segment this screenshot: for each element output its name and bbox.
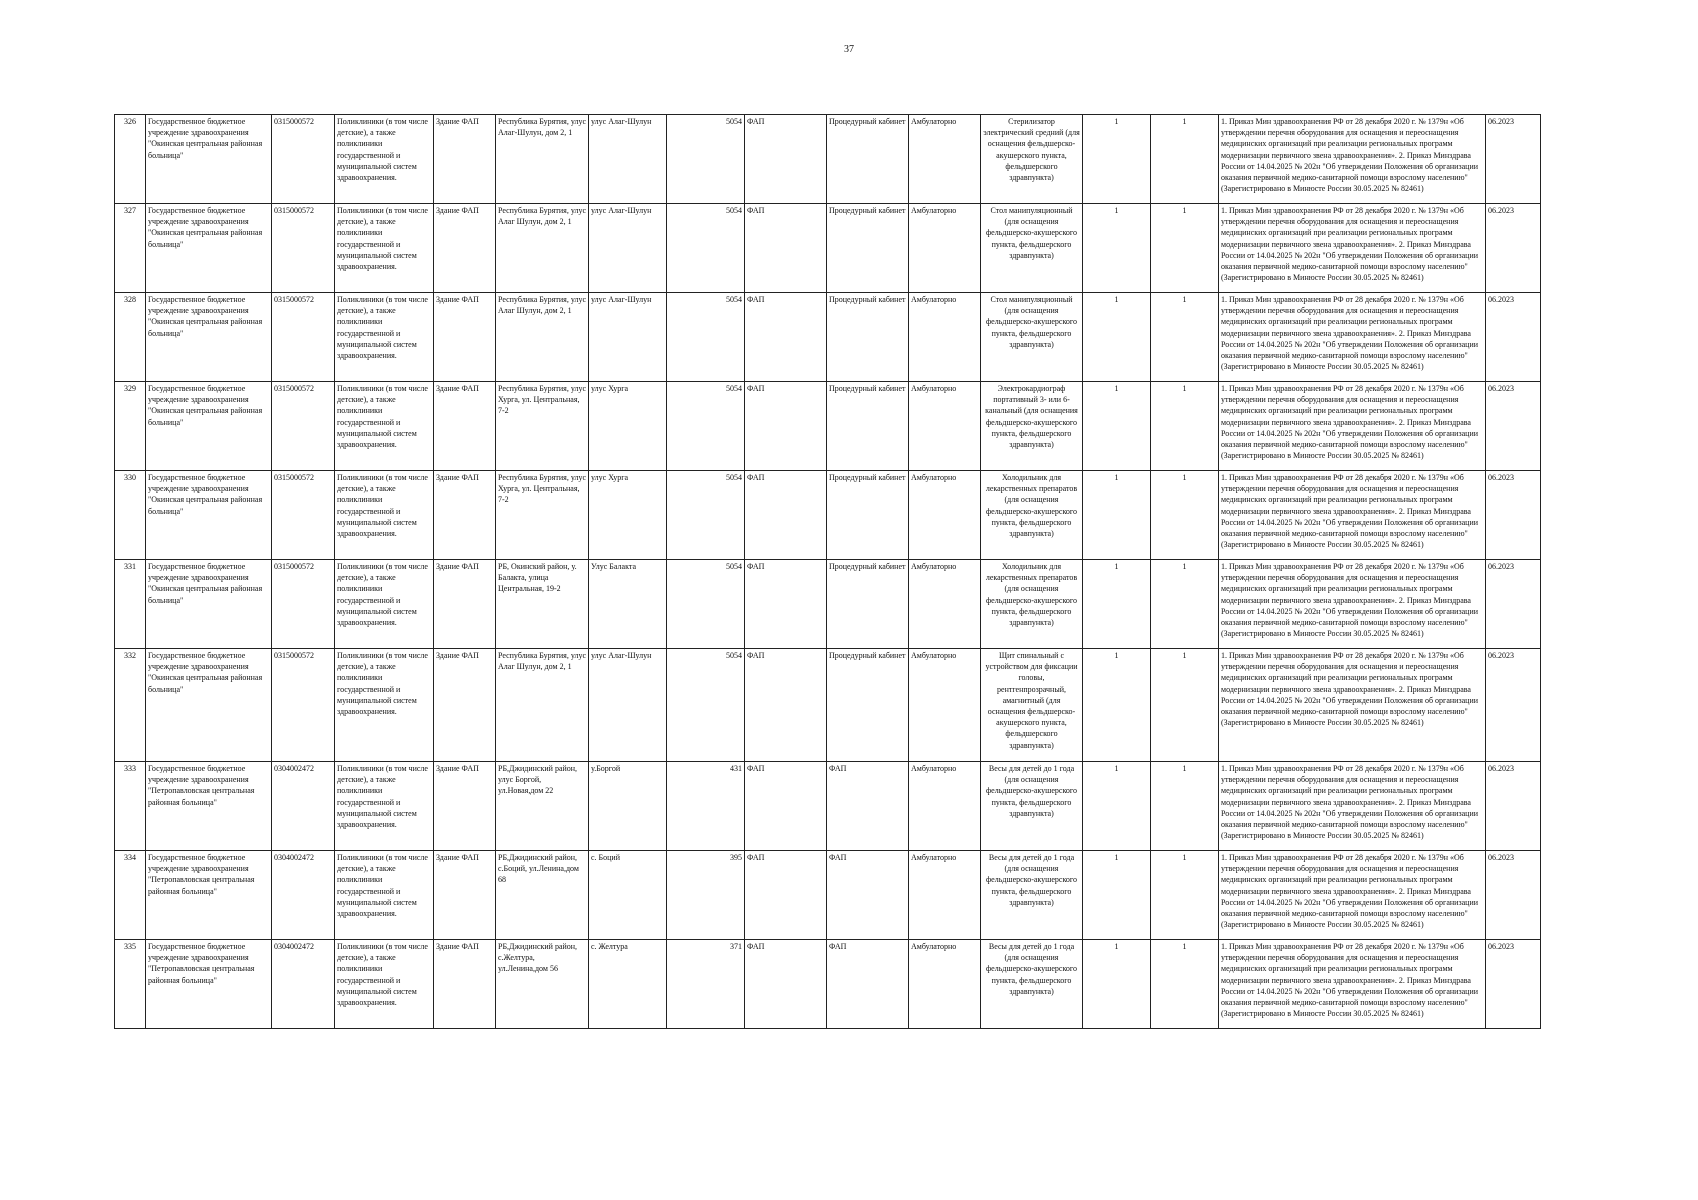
organization-code: 0304002472 [272,851,335,940]
legal-basis: 1. Приказ Мин здравоохранения РФ от 28 декабря 2020 г. № 1379н «Об утверждении перечня оборудования для оснащения и переоснащения медицинских организаций при реализации региональных программ модернизации первичного звена здравоохранения». 2. Приказ Минздрава России от 14.04.2025 № 202н "Об утверждении Положения об организации оказания первичной медико-санитарной помощи взрослому населению" (Зарегистрировано в Минюсте России 30.05.2025 № 82461) [1219,940,1486,1029]
organization-code: 0304002472 [272,940,335,1029]
quantity-required: 1 [1083,940,1151,1029]
organization-name: Государственное бюджетное учреждение здравоохранения "Петропавловская центральная районная больница" [146,940,272,1029]
care-condition: Амбулаторно [909,382,981,471]
page-number: 37 [844,44,854,55]
equipment-name: Стол манипуляционный (для оснащения фельдшерско-акушерского пункта, фельдшерского здравпункта) [981,204,1083,293]
care-condition: Амбулаторно [909,940,981,1029]
facility-type: Поликлиники (в том числе детские), а также поликлиники государственной и муниципальной систем здравоохранения. [335,382,434,471]
room-name: ФАП [827,762,909,851]
row-number: 333 [115,762,146,851]
deadline-date: 06.2023 [1486,560,1541,649]
facility-type: Поликлиники (в том числе детские), а также поликлиники государственной и муниципальной систем здравоохранения. [335,649,434,762]
legal-basis: 1. Приказ Мин здравоохранения РФ от 28 декабря 2020 г. № 1379н «Об утверждении перечня оборудования для оснащения и переоснащения медицинских организаций при реализации региональных программ модернизации первичного звена здравоохранения». 2. Приказ Минздрава России от 14.04.2025 № 202н "Об утверждении Положения об организации оказания первичной медико-санитарной помощи взрослому населению" (Зарегистрировано в Минюсте России 30.05.2025 № 82461) [1219,649,1486,762]
room-name: Процедурный кабинет [827,204,909,293]
address: РБ, Окинский район, у. Балакта, улица Центральная, 19-2 [496,560,589,649]
building-name: Здание ФАП [434,115,496,204]
locality: улус Хурга [589,471,667,560]
facility-type: Поликлиники (в том числе детские), а также поликлиники государственной и муниципальной систем здравоохранения. [335,293,434,382]
room-name: Процедурный кабинет [827,649,909,762]
room-name: Процедурный кабинет [827,382,909,471]
deadline-date: 06.2023 [1486,115,1541,204]
deadline-date: 06.2023 [1486,940,1541,1029]
address: Республика Бурятия, улус Хурга, ул. Центральная, 7-2 [496,471,589,560]
population-served: 5054 [667,471,745,560]
subdivision: ФАП [745,851,827,940]
building-name: Здание ФАП [434,762,496,851]
equipment-name: Весы для детей до 1 года (для оснащения фельдшерско-акушерского пункта, фельдшерского здравпункта) [981,762,1083,851]
facility-type: Поликлиники (в том числе детские), а также поликлиники государственной и муниципальной систем здравоохранения. [335,762,434,851]
quantity-planned: 1 [1151,649,1219,762]
quantity-required: 1 [1083,471,1151,560]
quantity-planned: 1 [1151,293,1219,382]
locality: Улус Балакта [589,560,667,649]
organization-code: 0315000572 [272,115,335,204]
care-condition: Амбулаторно [909,115,981,204]
facility-type: Поликлиники (в том числе детские), а также поликлиники государственной и муниципальной систем здравоохранения. [335,115,434,204]
population-served: 5054 [667,293,745,382]
room-name: ФАП [827,940,909,1029]
organization-name: Государственное бюджетное учреждение здравоохранения "Окинская центральная районная больница" [146,560,272,649]
organization-name: Государственное бюджетное учреждение здравоохранения "Окинская центральная районная больница" [146,115,272,204]
organization-code: 0304002472 [272,762,335,851]
row-number: 328 [115,293,146,382]
subdivision: ФАП [745,940,827,1029]
address: Республика Бурятия, улус Алаг Шулун, дом 2, 1 [496,649,589,762]
population-served: 5054 [667,382,745,471]
quantity-required: 1 [1083,293,1151,382]
care-condition: Амбулаторно [909,204,981,293]
locality: улус Хурга [589,382,667,471]
locality: с. Желтура [589,940,667,1029]
organization-name: Государственное бюджетное учреждение здравоохранения "Окинская центральная районная больница" [146,204,272,293]
quantity-planned: 1 [1151,382,1219,471]
quantity-required: 1 [1083,762,1151,851]
legal-basis: 1. Приказ Мин здравоохранения РФ от 28 декабря 2020 г. № 1379н «Об утверждении перечня оборудования для оснащения и переоснащения медицинских организаций при реализации региональных программ модернизации первичного звена здравоохранения». 2. Приказ Минздрава России от 14.04.2025 № 202н "Об утверждении Положения об организации оказания первичной медико-санитарной помощи взрослому населению" (Зарегистрировано в Минюсте России 30.05.2025 № 82461) [1219,762,1486,851]
quantity-required: 1 [1083,204,1151,293]
care-condition: Амбулаторно [909,851,981,940]
equipment-registry-table [114,114,1541,1029]
quantity-required: 1 [1083,649,1151,762]
population-served: 431 [667,762,745,851]
subdivision: ФАП [745,560,827,649]
address: Республика Бурятия, улус Алаг-Шулун, дом 2, 1 [496,115,589,204]
equipment-name: Холодильник для лекарственных препаратов (для оснащения фельдшерско-акушерского пункта, фельдшерского здравпункта) [981,471,1083,560]
room-name: Процедурный кабинет [827,560,909,649]
care-condition: Амбулаторно [909,293,981,382]
facility-type: Поликлиники (в том числе детские), а также поликлиники государственной и муниципальной систем здравоохранения. [335,471,434,560]
facility-type: Поликлиники (в том числе детские), а также поликлиники государственной и муниципальной систем здравоохранения. [335,560,434,649]
table-row [115,762,1541,851]
table-row [115,382,1541,471]
care-condition: Амбулаторно [909,649,981,762]
equipment-name: Стол манипуляционный (для оснащения фельдшерско-акушерского пункта, фельдшерского здравпункта) [981,293,1083,382]
population-served: 5054 [667,204,745,293]
table-row [115,940,1541,1029]
row-number: 335 [115,940,146,1029]
table-row [115,115,1541,204]
quantity-planned: 1 [1151,851,1219,940]
row-number: 327 [115,204,146,293]
legal-basis: 1. Приказ Мин здравоохранения РФ от 28 декабря 2020 г. № 1379н «Об утверждении перечня оборудования для оснащения и переоснащения медицинских организаций при реализации региональных программ модернизации первичного звена здравоохранения». 2. Приказ Минздрава России от 14.04.2025 № 202н "Об утверждении Положения об организации оказания первичной медико-санитарной помощи взрослому населению" (Зарегистрировано в Минюсте России 30.05.2025 № 82461) [1219,560,1486,649]
building-name: Здание ФАП [434,204,496,293]
organization-code: 0315000572 [272,382,335,471]
deadline-date: 06.2023 [1486,762,1541,851]
table-row [115,560,1541,649]
subdivision: ФАП [745,382,827,471]
organization-name: Государственное бюджетное учреждение здравоохранения "Петропавловская центральная районная больница" [146,762,272,851]
organization-name: Государственное бюджетное учреждение здравоохранения "Окинская центральная районная больница" [146,649,272,762]
subdivision: ФАП [745,293,827,382]
population-served: 5054 [667,560,745,649]
address: РБ,Джидинский район, улус Боргой, ул.Новая,дом 22 [496,762,589,851]
locality: с. Боций [589,851,667,940]
population-served: 5054 [667,115,745,204]
facility-type: Поликлиники (в том числе детские), а также поликлиники государственной и муниципальной систем здравоохранения. [335,940,434,1029]
locality: улус Алаг-Шулун [589,204,667,293]
legal-basis: 1. Приказ Мин здравоохранения РФ от 28 декабря 2020 г. № 1379н «Об утверждении перечня оборудования для оснащения и переоснащения медицинских организаций при реализации региональных программ модернизации первичного звена здравоохранения». 2. Приказ Минздрава России от 14.04.2025 № 202н "Об утверждении Положения об организации оказания первичной медико-санитарной помощи взрослому населению" (Зарегистрировано в Минюсте России 30.05.2025 № 82461) [1219,204,1486,293]
subdivision: ФАП [745,649,827,762]
legal-basis: 1. Приказ Мин здравоохранения РФ от 28 декабря 2020 г. № 1379н «Об утверждении перечня оборудования для оснащения и переоснащения медицинских организаций при реализации региональных программ модернизации первичного звена здравоохранения». 2. Приказ Минздрава России от 14.04.2025 № 202н "Об утверждении Положения об организации оказания первичной медико-санитарной помощи взрослому населению" (Зарегистрировано в Минюсте России 30.05.2025 № 82461) [1219,293,1486,382]
address: Республика Бурятия, улус Алаг Шулун, дом 2, 1 [496,204,589,293]
care-condition: Амбулаторно [909,560,981,649]
deadline-date: 06.2023 [1486,204,1541,293]
address: РБ,Джидинский район, с.Желтура, ул.Ленина,дом 56 [496,940,589,1029]
organization-name: Государственное бюджетное учреждение здравоохранения "Окинская центральная районная больница" [146,382,272,471]
building-name: Здание ФАП [434,382,496,471]
locality: улус Алаг-Шулун [589,115,667,204]
equipment-name: Щит спинальный с устройством для фиксации головы, рентгенпрозрачный, амагнитный (для оснащения фельдшерско-акушерского пункта, фельдшерского здравпункта) [981,649,1083,762]
deadline-date: 06.2023 [1486,382,1541,471]
quantity-required: 1 [1083,115,1151,204]
room-name: ФАП [827,851,909,940]
organization-code: 0315000572 [272,649,335,762]
equipment-name: Стерилизатор электрический средний (для оснащения фельдшерско-акушерского пункта, фельдшерского здравпункта) [981,115,1083,204]
organization-code: 0315000572 [272,204,335,293]
population-served: 371 [667,940,745,1029]
deadline-date: 06.2023 [1486,649,1541,762]
organization-code: 0315000572 [272,471,335,560]
quantity-planned: 1 [1151,471,1219,560]
deadline-date: 06.2023 [1486,851,1541,940]
quantity-planned: 1 [1151,204,1219,293]
building-name: Здание ФАП [434,471,496,560]
address: Республика Бурятия, улус Хурга, ул. Центральная, 7-2 [496,382,589,471]
table-row [115,293,1541,382]
table-row [115,471,1541,560]
facility-type: Поликлиники (в том числе детские), а также поликлиники государственной и муниципальной систем здравоохранения. [335,851,434,940]
equipment-name: Холодильник для лекарственных препаратов (для оснащения фельдшерско-акушерского пункта, фельдшерского здравпункта) [981,560,1083,649]
building-name: Здание ФАП [434,293,496,382]
row-number: 330 [115,471,146,560]
quantity-required: 1 [1083,382,1151,471]
quantity-required: 1 [1083,851,1151,940]
row-number: 331 [115,560,146,649]
quantity-planned: 1 [1151,560,1219,649]
population-served: 5054 [667,649,745,762]
organization-name: Государственное бюджетное учреждение здравоохранения "Окинская центральная районная больница" [146,471,272,560]
room-name: Процедурный кабинет [827,293,909,382]
quantity-planned: 1 [1151,762,1219,851]
organization-code: 0315000572 [272,560,335,649]
care-condition: Амбулаторно [909,762,981,851]
quantity-required: 1 [1083,560,1151,649]
table-row [115,204,1541,293]
quantity-planned: 1 [1151,940,1219,1029]
organization-name: Государственное бюджетное учреждение здравоохранения "Окинская центральная районная больница" [146,293,272,382]
subdivision: ФАП [745,204,827,293]
row-number: 332 [115,649,146,762]
quantity-planned: 1 [1151,115,1219,204]
locality: у.Боргой [589,762,667,851]
building-name: Здание ФАП [434,940,496,1029]
deadline-date: 06.2023 [1486,471,1541,560]
subdivision: ФАП [745,762,827,851]
building-name: Здание ФАП [434,649,496,762]
table-row [115,649,1541,762]
building-name: Здание ФАП [434,851,496,940]
equipment-name: Весы для детей до 1 года (для оснащения фельдшерско-акушерского пункта, фельдшерского здравпункта) [981,851,1083,940]
address: РБ,Джидинский район, с.Боций, ул.Ленина,дом 68 [496,851,589,940]
address: Республика Бурятия, улус Алаг Шулун, дом 2, 1 [496,293,589,382]
room-name: Процедурный кабинет [827,471,909,560]
row-number: 326 [115,115,146,204]
locality: улус Алаг-Шулун [589,649,667,762]
legal-basis: 1. Приказ Мин здравоохранения РФ от 28 декабря 2020 г. № 1379н «Об утверждении перечня оборудования для оснащения и переоснащения медицинских организаций при реализации региональных программ модернизации первичного звена здравоохранения». 2. Приказ Минздрава России от 14.04.2025 № 202н "Об утверждении Положения об организации оказания первичной медико-санитарной помощи взрослому населению" (Зарегистрировано в Минюсте России 30.05.2025 № 82461) [1219,115,1486,204]
legal-basis: 1. Приказ Мин здравоохранения РФ от 28 декабря 2020 г. № 1379н «Об утверждении перечня оборудования для оснащения и переоснащения медицинских организаций при реализации региональных программ модернизации первичного звена здравоохранения». 2. Приказ Минздрава России от 14.04.2025 № 202н "Об утверждении Положения об организации оказания первичной медико-санитарной помощи взрослому населению" (Зарегистрировано в Минюсте России 30.05.2025 № 82461) [1219,471,1486,560]
legal-basis: 1. Приказ Мин здравоохранения РФ от 28 декабря 2020 г. № 1379н «Об утверждении перечня оборудования для оснащения и переоснащения медицинских организаций при реализации региональных программ модернизации первичного звена здравоохранения». 2. Приказ Минздрава России от 14.04.2025 № 202н "Об утверждении Положения об организации оказания первичной медико-санитарной помощи взрослому населению" (Зарегистрировано в Минюсте России 30.05.2025 № 82461) [1219,851,1486,940]
care-condition: Амбулаторно [909,471,981,560]
row-number: 329 [115,382,146,471]
facility-type: Поликлиники (в том числе детские), а также поликлиники государственной и муниципальной систем здравоохранения. [335,204,434,293]
deadline-date: 06.2023 [1486,293,1541,382]
legal-basis: 1. Приказ Мин здравоохранения РФ от 28 декабря 2020 г. № 1379н «Об утверждении перечня оборудования для оснащения и переоснащения медицинских организаций при реализации региональных программ модернизации первичного звена здравоохранения». 2. Приказ Минздрава России от 14.04.2025 № 202н "Об утверждении Положения об организации оказания первичной медико-санитарной помощи взрослому населению" (Зарегистрировано в Минюсте России 30.05.2025 № 82461) [1219,382,1486,471]
room-name: Процедурный кабинет [827,115,909,204]
organization-name: Государственное бюджетное учреждение здравоохранения "Петропавловская центральная районная больница" [146,851,272,940]
building-name: Здание ФАП [434,560,496,649]
organization-code: 0315000572 [272,293,335,382]
population-served: 395 [667,851,745,940]
table-row [115,851,1541,940]
subdivision: ФАП [745,471,827,560]
equipment-name: Весы для детей до 1 года (для оснащения фельдшерско-акушерского пункта, фельдшерского здравпункта) [981,940,1083,1029]
row-number: 334 [115,851,146,940]
locality: улус Алаг-Шулун [589,293,667,382]
equipment-name: Электрокардиограф портативный 3- или 6-канальный (для оснащения фельдшерско-акушерского пункта, фельдшерского здравпункта) [981,382,1083,471]
subdivision: ФАП [745,115,827,204]
